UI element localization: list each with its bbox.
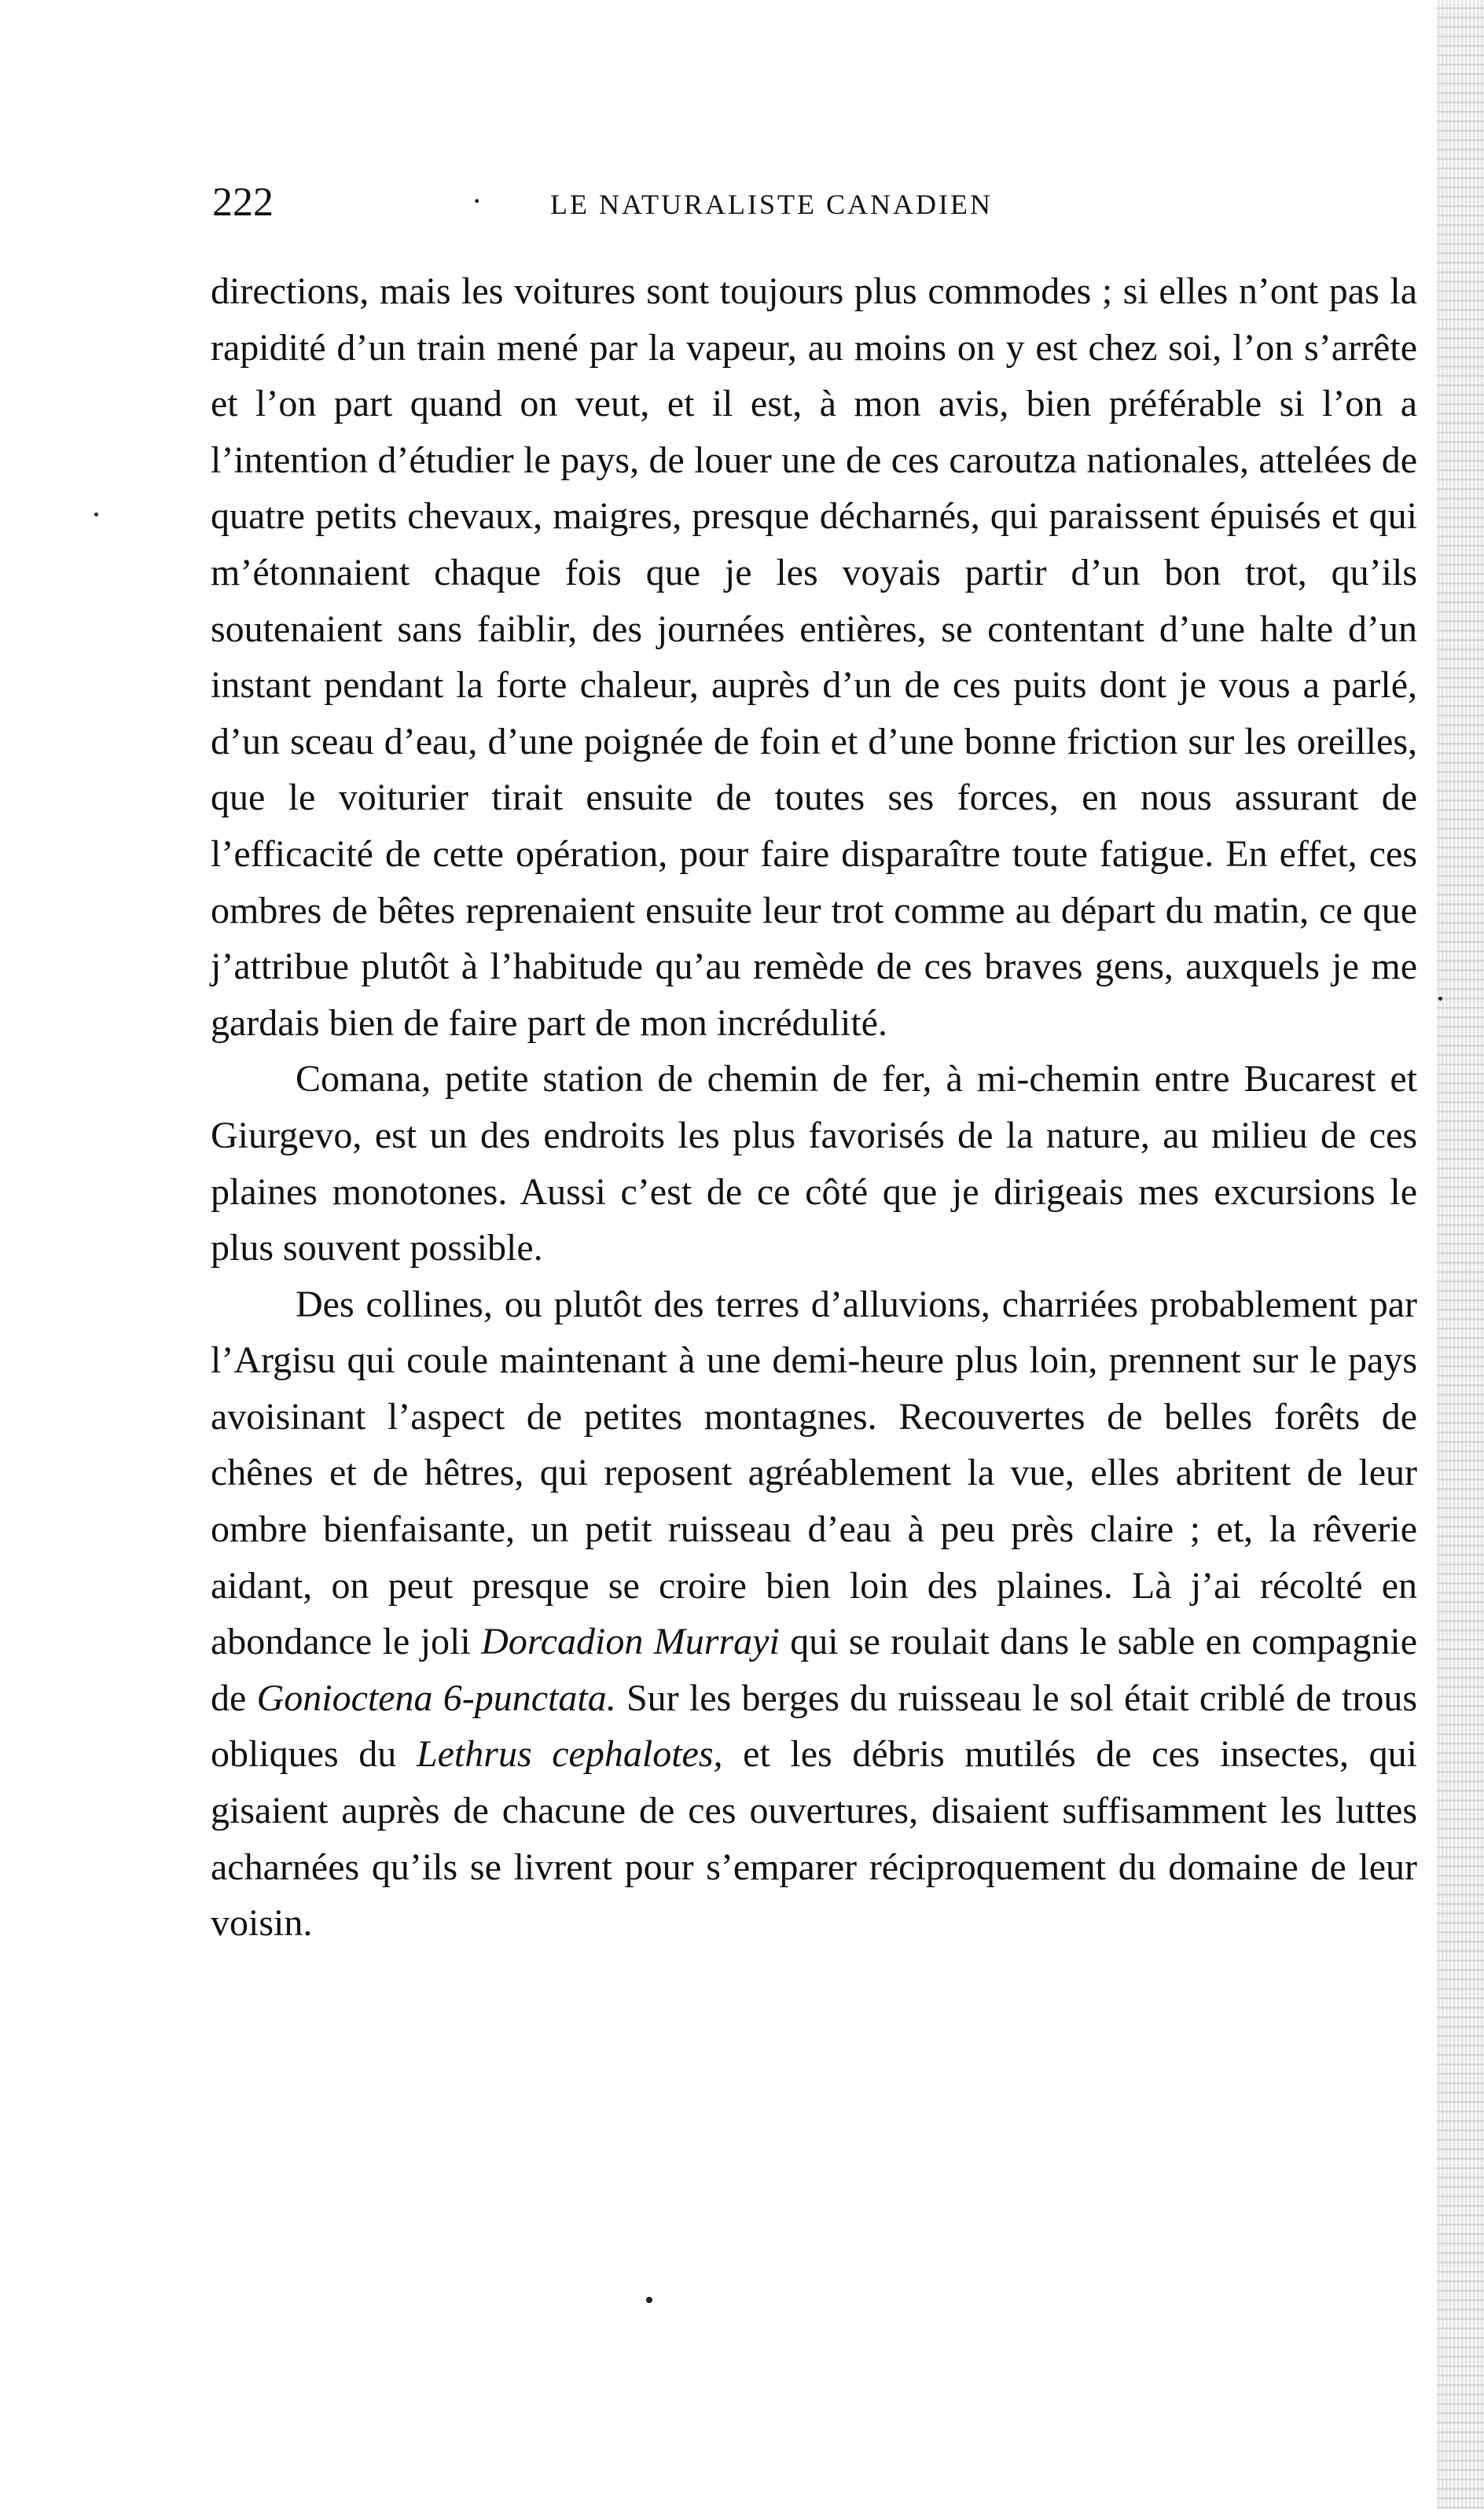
paragraph-2: Comana, petite station de chemin de fer, à mi-chemin entre Bucarest et Giurgevo, est un des endroits les plus favorisés de la nature, au milieu de ces plaines monotones. Aussi c’est de ce côté que je dirigeais mes excursions le plus souvent possible. — [211, 1058, 1417, 1269]
body-text — [211, 263, 1417, 1952]
running-title: LE NATURALISTE CANADIEN — [550, 189, 993, 220]
paragraph-1: directions, mais les voitures sont toujours plus commodes ; si elles n’ont pas la rapidité d’un train mené par la vapeur, au moins on y est chez soi, l’on s’arrête et l’on part quand on veut, et il est, à mon avis, bien préférable si l’on a l’intention d’étudier le pays, de louer une de ces caroutza nationales, attelées de quatre petits chevaux, maigres, presque décharnés, qui paraissent épuisés et qui m’étonnaient chaque fois que je les voyais partir d’un bon trot, qu’ils soutenaient sans faiblir, des journées entières, se contentant d’une halte d’un instant pendant la forte chaleur, auprès d’un de ces puits dont je vous a parlé, d’un sceau d’eau, d’une poignée de foin et d’une bonne friction sur les oreilles, que le voiturier tirait ensuite de toutes ses forces, en nous assurant de l’efficacité de cette opération, pour faire disparaître toute fatigue. En effet, ces ombres de bêtes reprenaient ensuite leur trot comme au départ du matin, ce que j’attribue plutôt à l’habitude qu’au remède de ces braves gens, auxquels je me gardais bien de faire part de mon incrédulité. — [211, 270, 1417, 1044]
paragraph-3-text-2: qui se roulait dans le sable en compagnie de — [211, 1621, 1418, 1719]
paragraph-3-text-4: et les débris mutilés de ces insectes, qui gisaient auprès de chacune de ces ouvertures, disaient suffisamment les luttes acharnées qu’ils se livrent pour s’emparer réciproquement du domaine de leur voisin. — [211, 1733, 1418, 1945]
paragraph-3-text-1: Des collines, ou plutôt des terres d’alluvions, charriées probablement par l’Argisu qui coule maintenant à une demi-heure plus loin, prennent sur le pays avoisinant l’aspect de petites montagnes. Recouvertes de belles forêts de chênes et de hêtres, qui reposent agréablement la vue, elles abritent de leur ombre bienfaisante, un petit ruisseau d’eau à peu près claire ; et, la rêverie aidant, on peut presque se croire bien loin des plaines. Là j’ai récolté en abondance le joli — [211, 1283, 1417, 1663]
species-name-gonioctena: Gonioctena 6-punctata. — [256, 1677, 616, 1719]
ink-speck — [1438, 997, 1442, 1001]
header-separator: · — [472, 183, 483, 219]
page-header — [212, 179, 1423, 234]
ink-speck — [646, 2297, 652, 2303]
species-name-lethrus: Lethrus cephalotes, — [416, 1733, 723, 1776]
scanned-page-edge — [1437, 0, 1484, 2509]
paragraph-3-text-3: Sur les berges du ruisseau le sol était criblé de trous obliques du — [211, 1677, 1417, 1776]
paragraph-3 — [211, 1277, 1417, 1952]
ink-speck — [94, 512, 98, 516]
page-number: 222 — [212, 180, 274, 225]
species-name-dorcadion: Dorcadion Murrayi — [481, 1621, 780, 1663]
